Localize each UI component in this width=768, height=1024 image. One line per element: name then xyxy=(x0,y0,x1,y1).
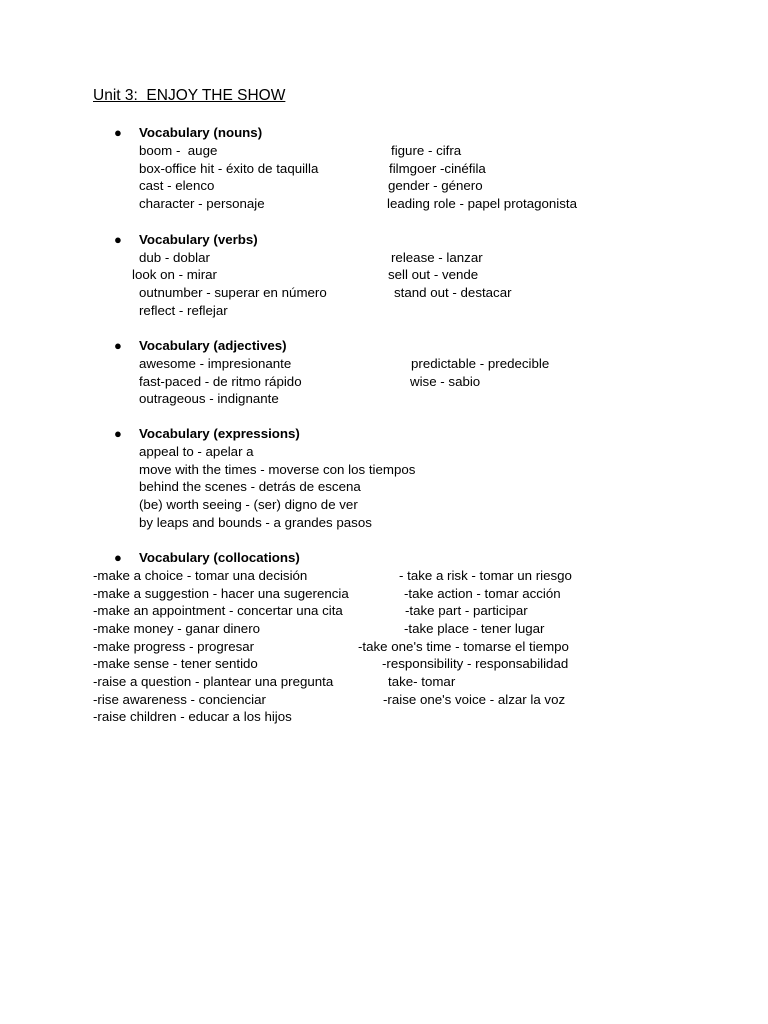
list-item: -take part - participar xyxy=(405,603,528,618)
list-item: boom - auge xyxy=(139,143,218,158)
list-item: (be) worth seeing - (ser) digno de ver xyxy=(139,497,358,512)
list-item: outnumber - superar en número xyxy=(139,285,327,300)
list-item: filmgoer -cinéfila xyxy=(389,160,486,176)
list-item: cast - elenco xyxy=(139,178,215,193)
list-item: -make an appointment - concertar una cita xyxy=(93,603,343,618)
list-item: -raise one's voice - alzar la voz xyxy=(383,691,566,707)
list-item: leading role - papel protagonista xyxy=(387,196,577,211)
list-item: -take one's time - tomarse el tiempo xyxy=(358,638,569,654)
list-item: -make a choice - tomar una decisión xyxy=(93,568,308,583)
list-item: -make progress - progresar xyxy=(93,638,255,654)
list-item: reflect - reflejar xyxy=(139,302,228,318)
bullet-icon: ● xyxy=(114,550,122,565)
list-item: take- tomar xyxy=(388,674,456,689)
section-heading: Vocabulary (collocations) xyxy=(139,550,300,565)
list-item: -make money - ganar dinero xyxy=(93,621,261,636)
bullet-icon: ● xyxy=(114,426,122,441)
list-item: -make a suggestion - hacer una sugerencia xyxy=(93,585,349,601)
list-item: awesome - impresionante xyxy=(139,356,292,371)
list-item: release - lanzar xyxy=(391,249,483,265)
list-item: -make sense - tener sentido xyxy=(93,656,258,671)
section-heading: Vocabulary (nouns) xyxy=(139,125,263,140)
list-item: by leaps and bounds - a grandes pasos xyxy=(139,514,372,530)
list-item: -take action - tomar acción xyxy=(404,585,561,601)
list-item: fast-paced - de ritmo rápido xyxy=(139,373,302,389)
section-heading: Vocabulary (verbs) xyxy=(139,232,258,247)
list-item: - take a risk - tomar un riesgo xyxy=(399,568,572,583)
list-item: stand out - destacar xyxy=(394,285,512,300)
list-item: -raise a question - plantear una pregunta xyxy=(93,674,334,689)
list-item: wise - sabio xyxy=(410,373,481,389)
list-item: gender - género xyxy=(388,178,483,193)
list-item: dub - doblar xyxy=(139,249,210,265)
list-item: character - personaje xyxy=(139,196,265,211)
bullet-icon: ● xyxy=(114,125,122,140)
list-item: -take place - tener lugar xyxy=(404,621,545,636)
list-item: appeal to - apelar a xyxy=(139,444,254,459)
list-item: -raise children - educar a los hijos xyxy=(93,709,292,724)
list-item: outrageous - indignante xyxy=(139,391,279,406)
list-item: box-office hit - éxito de taquilla xyxy=(139,160,319,176)
list-item: move with the times - moverse con los tiempos xyxy=(139,461,416,477)
page-title: Unit 3: ENJOY THE SHOW xyxy=(93,87,286,104)
list-item: figure - cifra xyxy=(391,143,462,158)
section-heading: Vocabulary (adjectives) xyxy=(139,338,287,353)
list-item: -rise awareness - concienciar xyxy=(93,691,266,707)
list-item: sell out - vende xyxy=(388,267,479,282)
list-item: behind the scenes - detrás de escena xyxy=(139,479,361,494)
list-item: predictable - predecible xyxy=(411,356,550,371)
bullet-icon: ● xyxy=(114,338,122,353)
list-item: look on - mirar xyxy=(132,267,217,282)
list-item: -responsibility - responsabilidad xyxy=(382,656,569,671)
section-heading: Vocabulary (expressions) xyxy=(139,426,300,441)
bullet-icon: ● xyxy=(114,232,122,247)
